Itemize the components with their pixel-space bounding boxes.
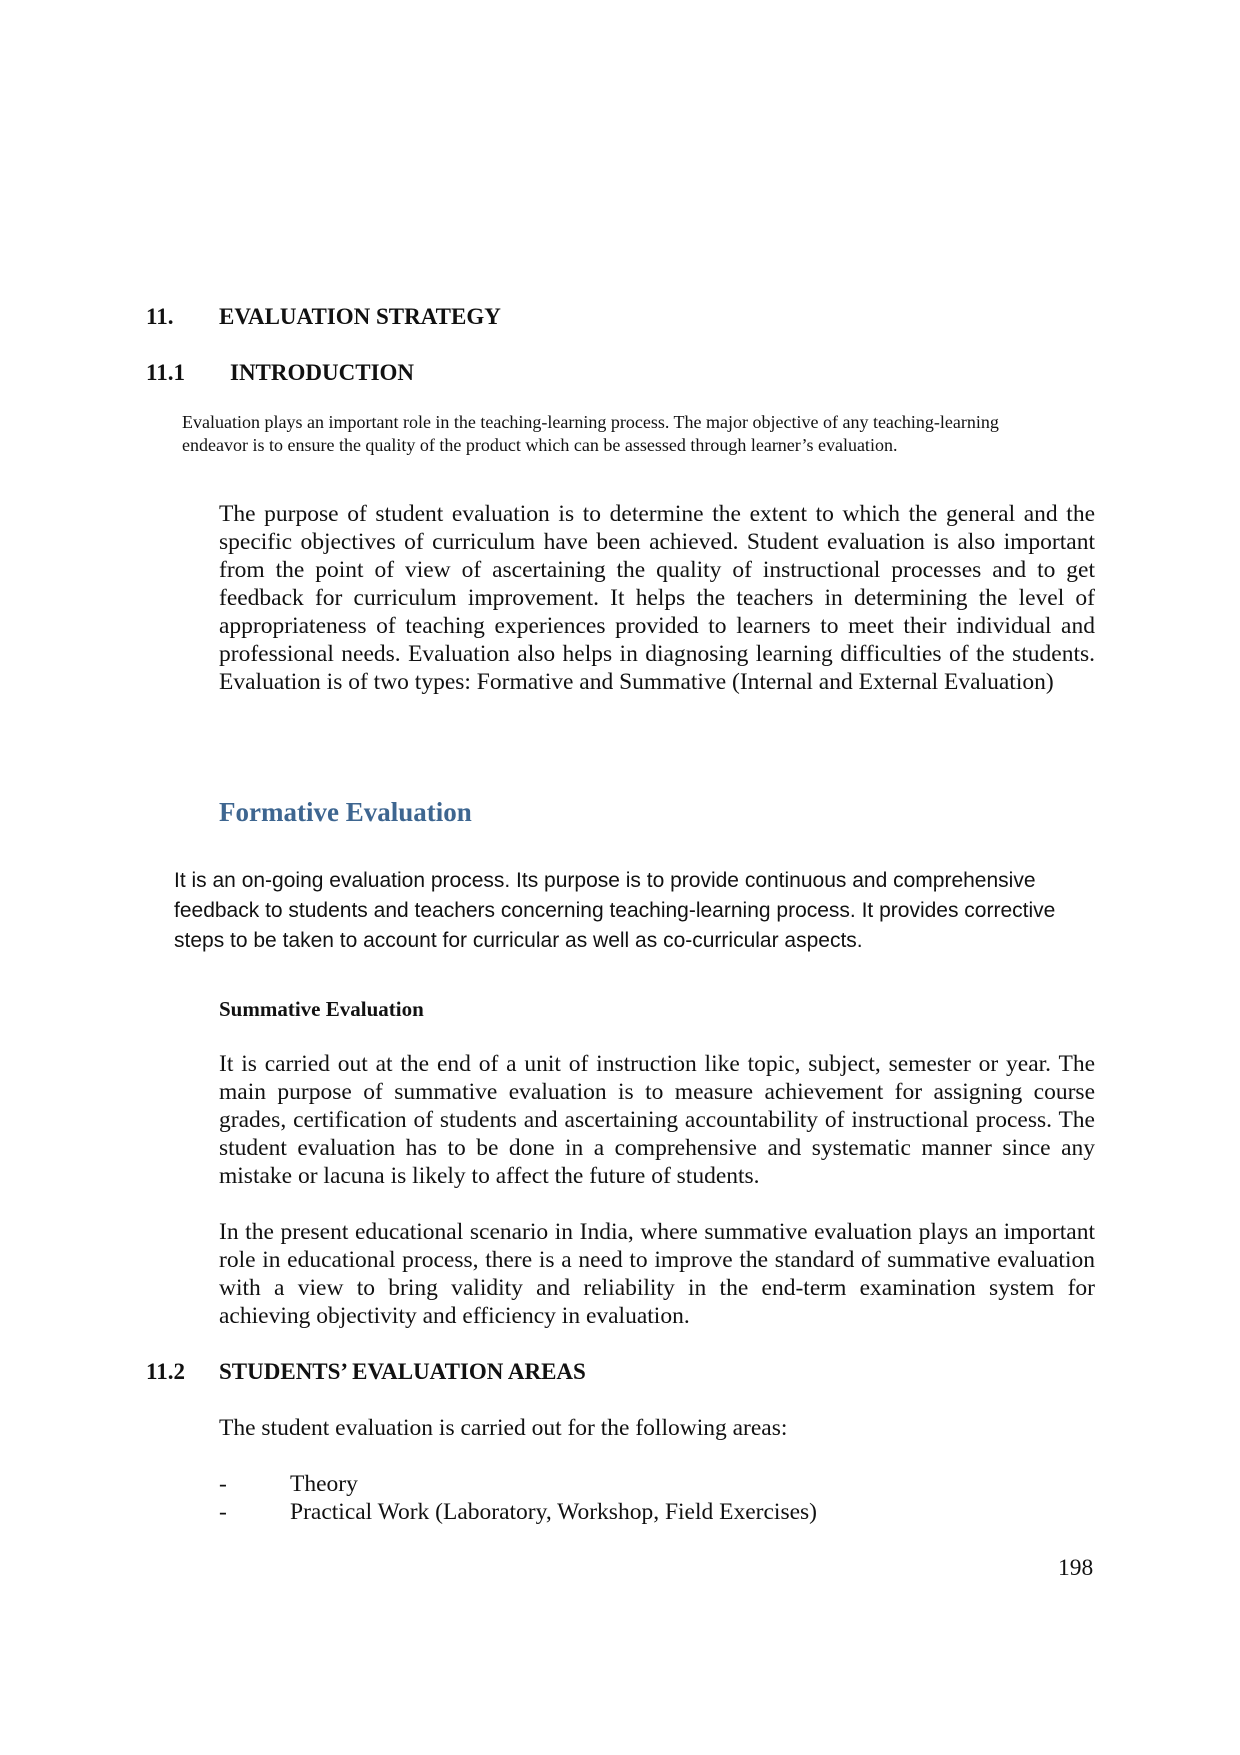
evaluation-areas-intro: The student evaluation is carried out for the following areas:: [219, 1415, 788, 1441]
list-item: [219, 1471, 1019, 1499]
subsection-number: 11.1: [146, 360, 185, 385]
section-title: EVALUATION STRATEGY: [219, 304, 501, 329]
subsection-title: STUDENTS’ EVALUATION AREAS: [219, 1359, 586, 1384]
list-item-label: Theory: [290, 1471, 358, 1497]
page-number: 198: [1058, 1555, 1094, 1581]
subsection-heading-introduction: [146, 360, 746, 390]
list-bullet: -: [219, 1471, 227, 1497]
purpose-paragraph: The purpose of student evaluation is to determine the extent to which the general and the specific objectives of curriculum have been achieved. Student evaluation is also important from the point of view of ascertaining the quality of instructional processes and to get feedback for curriculum improvement. It helps the teachers in determining the level of appropriateness of teaching experiences provided to learners to meet their individual and professional needs. Evaluation also helps in diagnosing learning difficulties of the students. Evaluation is of two types: Formative and Summative (Internal and External Evaluation): [219, 501, 1095, 695]
summative-paragraph-2: In the present educational scenario in India, where summative evaluation plays an important role in educational process, there is a need to improve the standard of summative evaluation with a view to bring validity and reliability in the end-term examination system for achieving objectivity and efficiency in evaluation.: [219, 1219, 1095, 1329]
subsection-heading-evaluation-areas: [146, 1359, 746, 1389]
list-bullet: -: [219, 1499, 227, 1525]
summative-evaluation-heading: Summative Evaluation: [219, 997, 424, 1021]
intro-paragraph: Evaluation plays an important role in the teaching-learning process. The major objective of any teaching-learning endeavor is to ensure the quality of the product which can be assessed through learner’s evaluation.: [182, 412, 999, 455]
list-item-label: Practical Work (Laboratory, Workshop, Field Exercises): [290, 1499, 817, 1525]
subsection-title: INTRODUCTION: [230, 360, 415, 385]
formative-evaluation-heading: Formative Evaluation: [219, 797, 472, 827]
formative-evaluation-body: It is an on-going evaluation process. Its purpose is to provide continuous and comprehensive feedback to students and teachers concerning teaching-learning process. It provides corrective steps to be taken to account for curricular as well as co-curricular aspects.: [174, 869, 1056, 952]
section-heading: [146, 304, 746, 334]
section-number: 11.: [146, 304, 174, 329]
summative-paragraph-1: It is carried out at the end of a unit of instruction like topic, subject, semester or year. The main purpose of summative evaluation is to measure achievement for assigning course grades, certification of students and ascertaining accountability of instructional process. The student evaluation has to be done in a comprehensive and systematic manner since any mistake or lacuna is likely to affect the future of students.: [219, 1051, 1095, 1189]
subsection-number: 11.2: [146, 1359, 185, 1384]
list-item: [219, 1499, 1019, 1527]
